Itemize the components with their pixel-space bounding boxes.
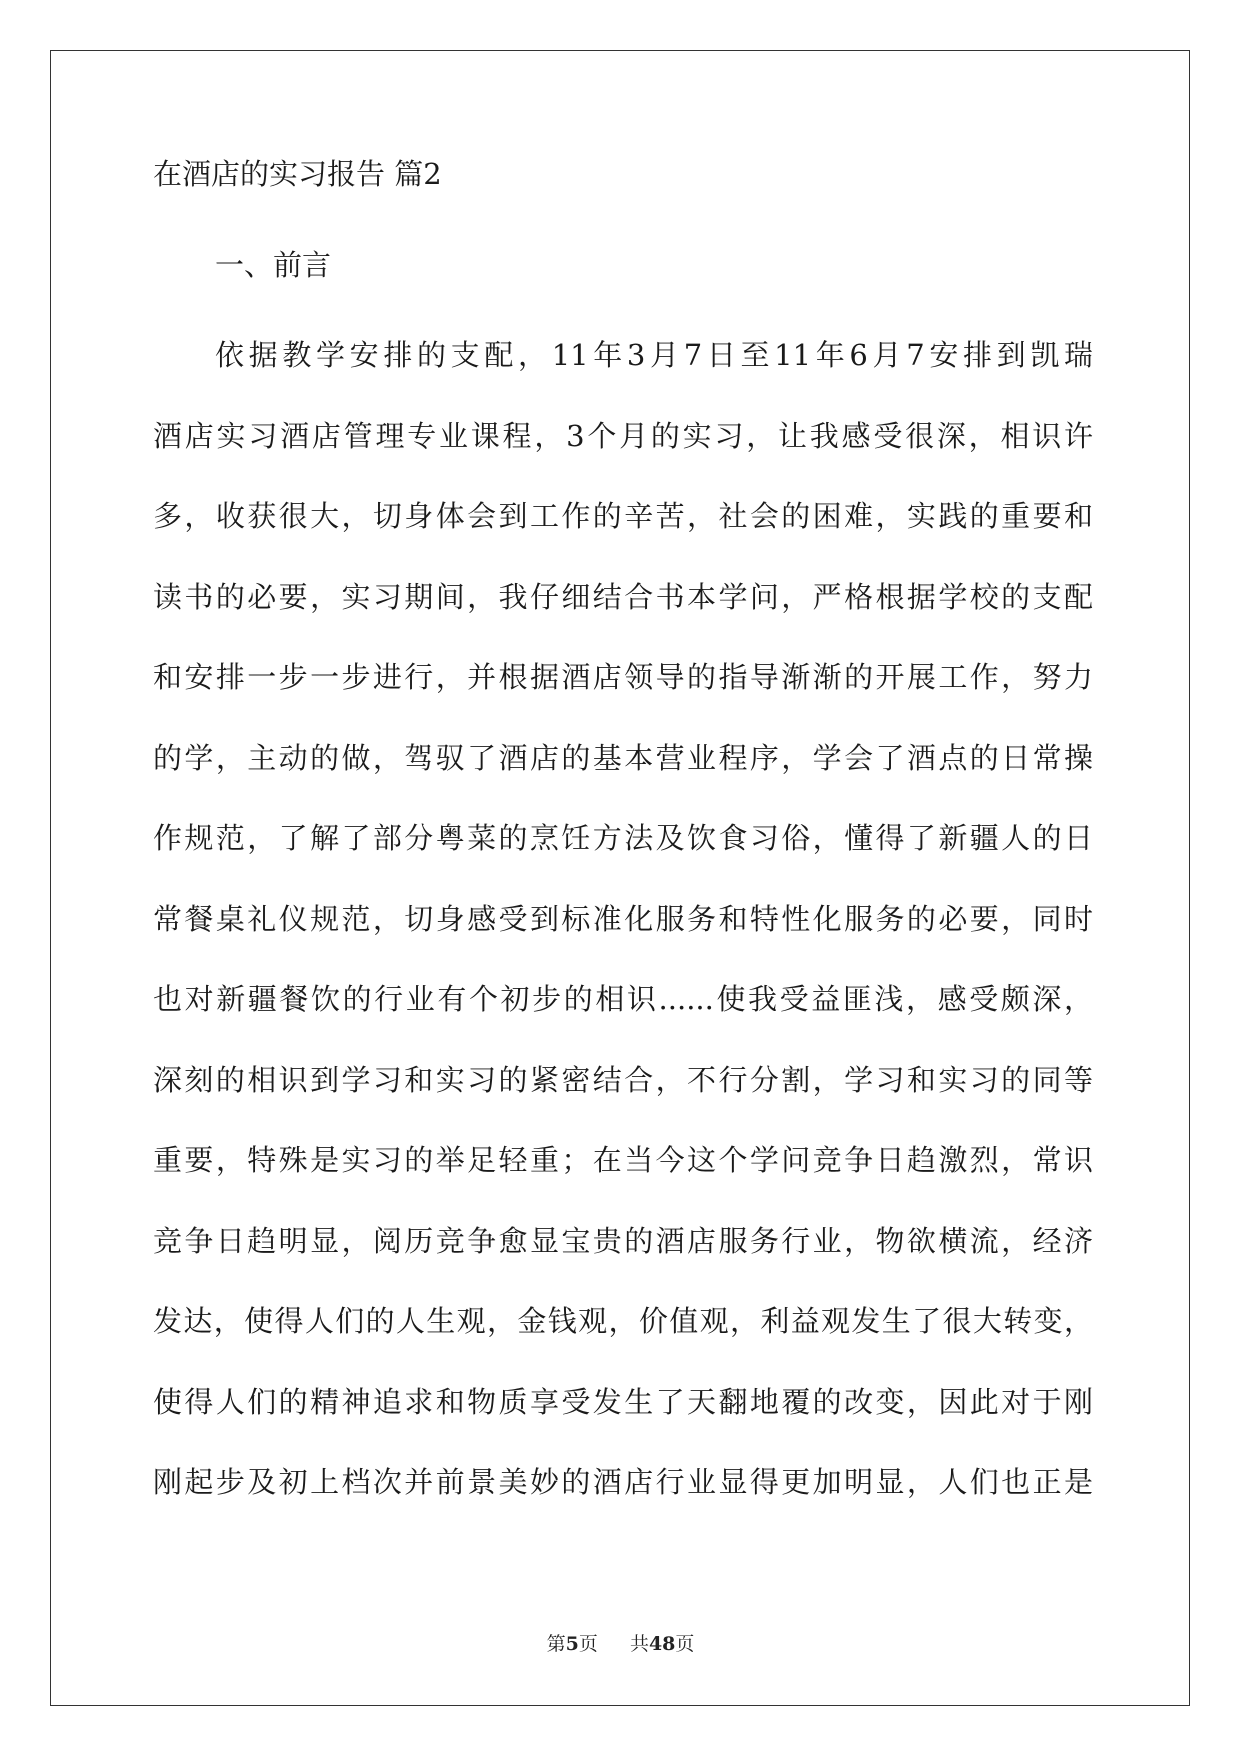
paragraph-line: 读书的必要，实习期间，我仔细结合书本学问，严格根据学校的支配 [153, 579, 1093, 614]
paragraph-line: 常餐桌礼仪规范，切身感受到标准化服务和特性化服务的必要，同时 [153, 901, 1093, 936]
paragraph-line: 和安排一步一步进行，并根据酒店领导的指导渐渐的开展工作，努力 [153, 660, 1093, 694]
paragraph-line: 使得人们的精神追求和物质享受发生了天翻地覆的改变，因此对于刚 [153, 1384, 1093, 1419]
document-body [153, 157, 1093, 1549]
paragraph-line: 作规范，了解了部分粤菜的烹饪方法及饮食习俗，懂得了新疆人的日 [153, 821, 1093, 855]
paragraph-line: 发达，使得人们的人生观，金钱观，价值观，利益观发生了很大转变， [153, 1304, 1093, 1338]
paragraph [153, 338, 1093, 1549]
page-indicator: 第5页 [546, 1633, 598, 1655]
paragraph-line: 多，收获很大，切身体会到工作的辛苦，社会的困难，实践的重要和 [153, 499, 1093, 533]
paragraph-line: 的学，主动的做，驾驭了酒店的基本营业程序，学会了酒点的日常操 [153, 740, 1093, 775]
paragraph-line: 深刻的相识到学习和实习的紧密结合，不行分割，学习和实习的同等 [153, 1062, 1093, 1097]
paragraph-line: 重要，特殊是实习的举足轻重；在当今这个学问竞争日趋激烈，常识 [153, 1143, 1093, 1177]
current-page-number: 5 [565, 1633, 579, 1655]
paragraph-line: 酒店实习酒店管理专业课程，3个月的实习，让我感受很深，相识许 [153, 418, 1093, 453]
total-pages-number: 48 [648, 1633, 676, 1655]
paragraph-line: 竞争日趋明显，阅历竞争愈显宝贵的酒店服务行业，物欲横流，经济 [153, 1223, 1093, 1258]
total-pages-indicator: 共48页 [629, 1633, 695, 1655]
page-footer [0, 1629, 1241, 1656]
paragraph-line: 刚起步及初上档次并前景美妙的酒店行业显得更加明显，人们也正是 [153, 1465, 1093, 1499]
paragraph-line: 依据教学安排的支配，11年3月7日至11年6月7安排到凯瑞 [215, 338, 1093, 372]
section-heading: 一、前言 [215, 248, 332, 282]
paragraph-line: 也对新疆餐饮的行业有个初步的相识......使我受益匪浅，感受颇深， [153, 982, 1093, 1016]
document-title: 在酒店的实习报告 篇2 [153, 157, 442, 191]
